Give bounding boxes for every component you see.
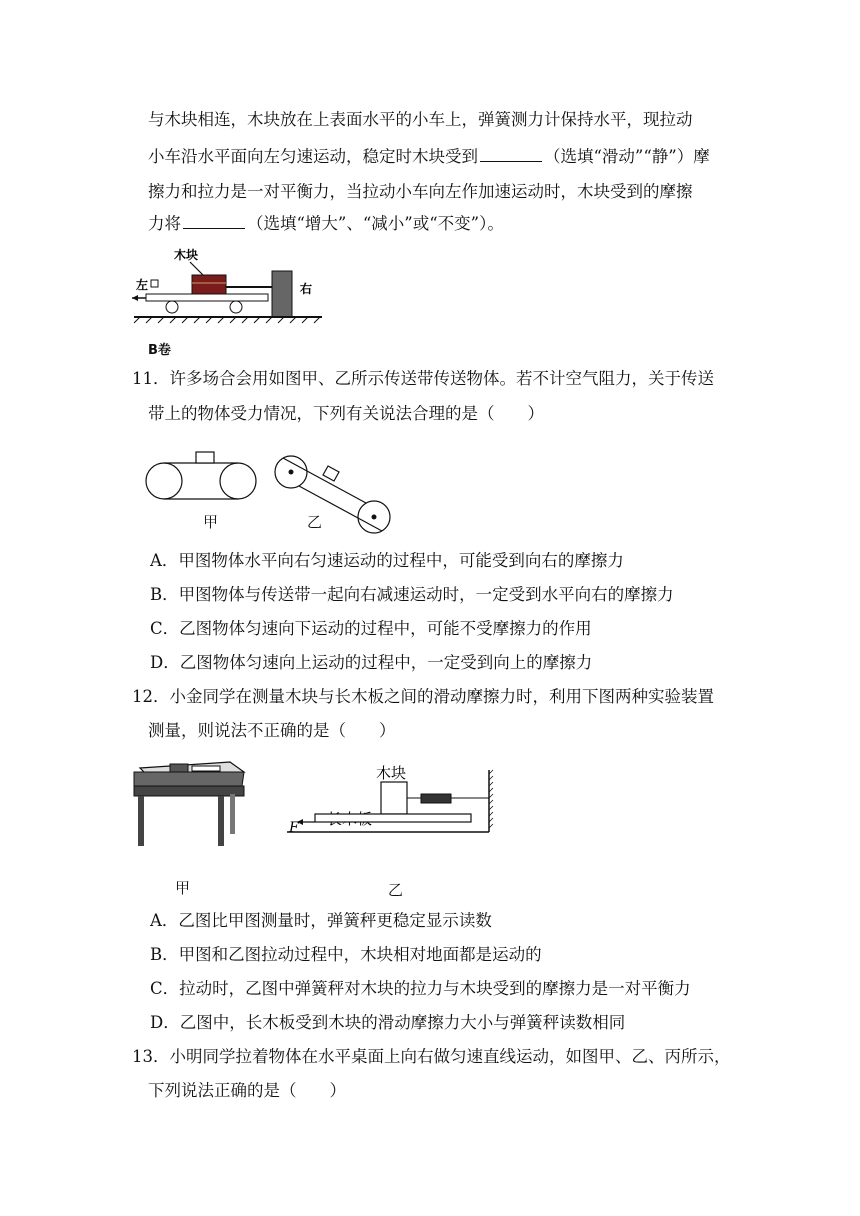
q12-option-b[interactable]: B．甲图和乙图拉动过程中，木块相对地面都是运动的 [150,945,542,964]
q11-option-b[interactable]: B．甲图物体与传送带一起向右减速运动时，一定受到水平向右的摩擦力 [150,585,674,604]
conveyor-figure [140,440,400,550]
q10-line-2-b: （选填“滑动”“静”）摩 [544,147,710,166]
q10-line-4-b: （选填“增大”、“减小”或“不变”）。 [247,214,504,233]
q10-line-4 [148,212,504,235]
section-b-label: B卷 [148,343,171,358]
q12-line-2: 测量，则说法不正确的是（ ） [148,721,396,740]
q10-line-3: 擦力和拉力是一对平衡力，当拉动小车向左作加速运动时，木块受到的摩擦 [148,182,693,201]
q10-line-1: 与木块相连，木块放在上表面水平的小车上，弹簧测力计保持水平，现拉动 [148,110,693,129]
q12-fig-label-block: 木块 [376,764,407,782]
answer-blank-1[interactable] [480,145,542,162]
q11-line-1: 11．许多场合会用如图甲、乙所示传送带传送物体。若不计空气阻力，关于传送 [132,369,714,388]
fig-label-left: 左 [136,278,149,292]
q13-line-1: 13．小明同学拉着物体在水平桌面上向右做匀速直线运动，如图甲、乙、丙所示， [132,1047,731,1066]
q10-line-2 [148,145,710,168]
cart-block-figure [132,245,332,325]
q12-fig-yi-caption: 乙 [388,881,404,899]
q11-option-a[interactable]: A．甲图物体水平向右匀速运动的过程中，可能受到向右的摩擦力 [150,551,624,570]
fig-label-right: 右 [300,282,313,296]
q11-line-2: 带上的物体受力情况，下列有关说法合理的是（ ） [148,404,544,423]
q12-line-1: 12．小金同学在测量木块与长木板之间的滑动摩擦力时，利用下图两种实验装置 [132,687,714,706]
table-setup-figure [130,758,250,850]
q12-option-a[interactable]: A．乙图比甲图测量时，弹簧秤更稳定显示读数 [150,911,492,930]
q13-line-2: 下列说法正确的是（ ） [148,1081,346,1100]
q10-line-2-a: 小车沿水平面向左匀速运动，稳定时木块受到 [148,147,478,166]
q12-fig-jia-caption: 甲 [175,879,191,897]
answer-blank-2[interactable] [183,212,245,229]
q11-fig-jia-caption: 甲 [203,513,219,531]
q10-line-4-a: 力将 [148,214,181,233]
q11-option-c[interactable]: C．乙图物体匀速向下运动的过程中，可能不受摩擦力的作用 [150,619,592,638]
q11-option-d[interactable]: D．乙图物体匀速向上运动的过程中，一定受到向上的摩擦力 [150,653,593,672]
q12-option-d[interactable]: D．乙图中，长木板受到木块的滑动摩擦力大小与弹簧秤读数相同 [150,1013,626,1032]
q11-fig-yi-caption: 乙 [307,513,323,531]
fig-label-block: 木块 [174,248,199,262]
q12-option-c[interactable]: C．拉动时，乙图中弹簧秤对木块的拉力与木块受到的摩擦力是一对平衡力 [150,979,691,998]
q12-fig-label-force: F [289,820,299,836]
board-spring-figure [285,760,505,840]
